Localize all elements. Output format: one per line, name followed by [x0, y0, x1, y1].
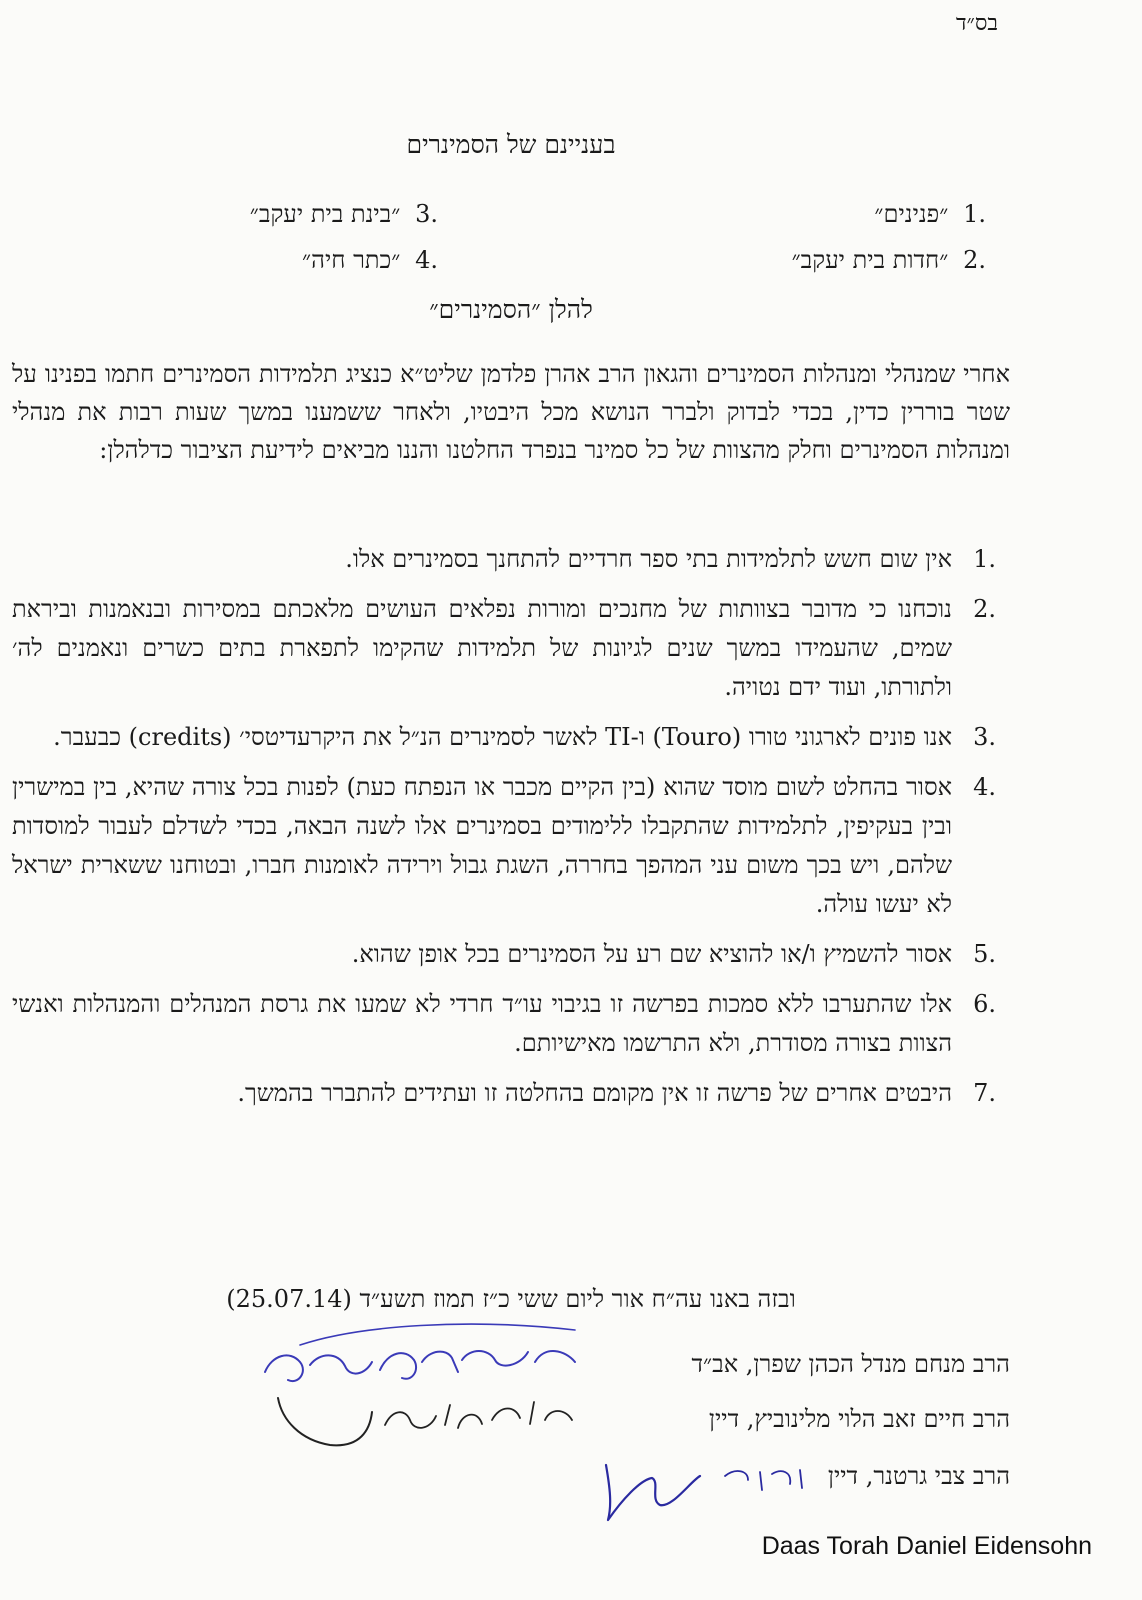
seminary-item [792, 246, 986, 275]
signatory-name: הרב צבי גרטנר, דיין [827, 1462, 1010, 1490]
intro-paragraph: אחרי שמנהלי ומנהלות הסמינרים והגאון הרב אהרן פלדמן שליט״א כנציג תלמידות הסמינרים חתמו בפנינו על שטר בוררין כדין, בכדי לבדוק ולברר הנושא מכל היבטיו, ולאחר ששמענו במשך שעות רבות את מנהלי ומנהלות הסמינרים וחלק מהצוות של כל סמינר בנפרד החלטנו והננו מביאים לידיעת הציבור כדלהלן: [12, 360, 1010, 464]
ruling-item [12, 1074, 1010, 1113]
ruling-text: אסור בהחלט לשום מוסד שהוא (בין הקיים מכבר או הנפתח כעת) לפנות בכל צורה שהיא, בין במישרין ובין בעקיפין, לתלמידות שהתקבלו ללימודים בסמינרים אלו לשנה הבאה, בכדי לשדלם לעבור למוסדות שלהם, ויש בכך משום עני המהפך בחררה, השגת גבול וירידה לאומנות חברו, ובטוחנו ששארית ישראל לא יעשו עולה. [12, 773, 952, 918]
ruling-number: .4 [973, 773, 996, 801]
document-title: בעניינם של הסמינרים [406, 130, 616, 159]
seminary-name: ״פנינים״ [874, 200, 949, 228]
seminary-number: .4 [415, 246, 438, 274]
ruling-number: .7 [973, 1079, 996, 1107]
ruling-number: .5 [973, 940, 996, 968]
bsd-header: בס״ד [955, 11, 998, 36]
ruling-item [12, 718, 1010, 757]
signatory-name: הרב חיים זאב הלוי מלינוביץ, דיין [708, 1405, 1010, 1433]
seminary-name: ״חדות בית יעקב״ [791, 246, 949, 274]
credit-watermark: Daas Torah Daniel Eidensohn [761, 1532, 1092, 1560]
ruling-number: .1 [973, 545, 996, 573]
ruling-list [12, 540, 1010, 1124]
ruling-item [12, 540, 1010, 579]
ruling-item [12, 985, 1010, 1063]
ruling-item [12, 935, 1010, 974]
seminary-name: ״בינת בית יעקב״ [249, 200, 401, 228]
seminary-item [302, 246, 438, 275]
ruling-text: אסור להשמיץ ו/או להוציא שם רע על הסמינרים בכל אופן שהוא. [351, 940, 952, 968]
ruling-item [12, 768, 1010, 924]
seminary-name: ״כתר חיה״ [302, 246, 401, 274]
seminary-number: .1 [963, 200, 986, 228]
seminary-item [874, 200, 986, 229]
ruling-text: נוכחנו כי מדובר בצוותות של מחנכים ומורות נפלאים העושים מלאכתם במסירות ובנאמנות וביראת שמים, שהעמידו במשך שנים לגיונות של תלמידות שהקימו לתפארת בתים כשרים ונאמנים לה׳ ולתורתו, ועוד ידם נטויה. [12, 595, 952, 701]
ruling-text: אנו פונים לארגוני טורו (Touro) ו-TI לאשר לסמינרים הנ״ל את היקרעדיטסי׳ (credits) כבעבר. [53, 723, 952, 751]
ruling-item [12, 590, 1010, 707]
hereafter-heading: להלן ״הסמינרים״ [429, 295, 593, 324]
ruling-text: אלו שהתערבו ללא סמכות בפרשה זו בגיבוי עו״ד חרדי לא שמעו את גרסת המנהלים והמנהלות ואנשי הצוות בצורה מסודרת, ולא התרשמו מאישיותם. [12, 990, 952, 1057]
ruling-number: .2 [973, 595, 996, 623]
document-page [12, 0, 1010, 1560]
signatory-name: הרב מנחם מנדל הכהן שפרן, אב״ד [691, 1350, 1010, 1378]
ruling-text: היבטים אחרים של פרשה זו אין מקומם בהחלטה זו ועתידים להתברר בהמשך. [237, 1079, 952, 1107]
closing-line: ובזה באנו עה״ח אור ליום ששי כ״ז תמוז תשע״ד (25.07.14) [226, 1285, 796, 1313]
seminary-number: .3 [415, 200, 438, 228]
ruling-number: .6 [973, 990, 996, 1018]
ruling-number: .3 [973, 723, 996, 751]
seminary-item [250, 200, 438, 229]
seminary-number: .2 [963, 246, 986, 274]
ruling-text: אין שום חשש לתלמידות בתי ספר חרדיים להתחנך בסמינרים אלו. [345, 545, 952, 573]
